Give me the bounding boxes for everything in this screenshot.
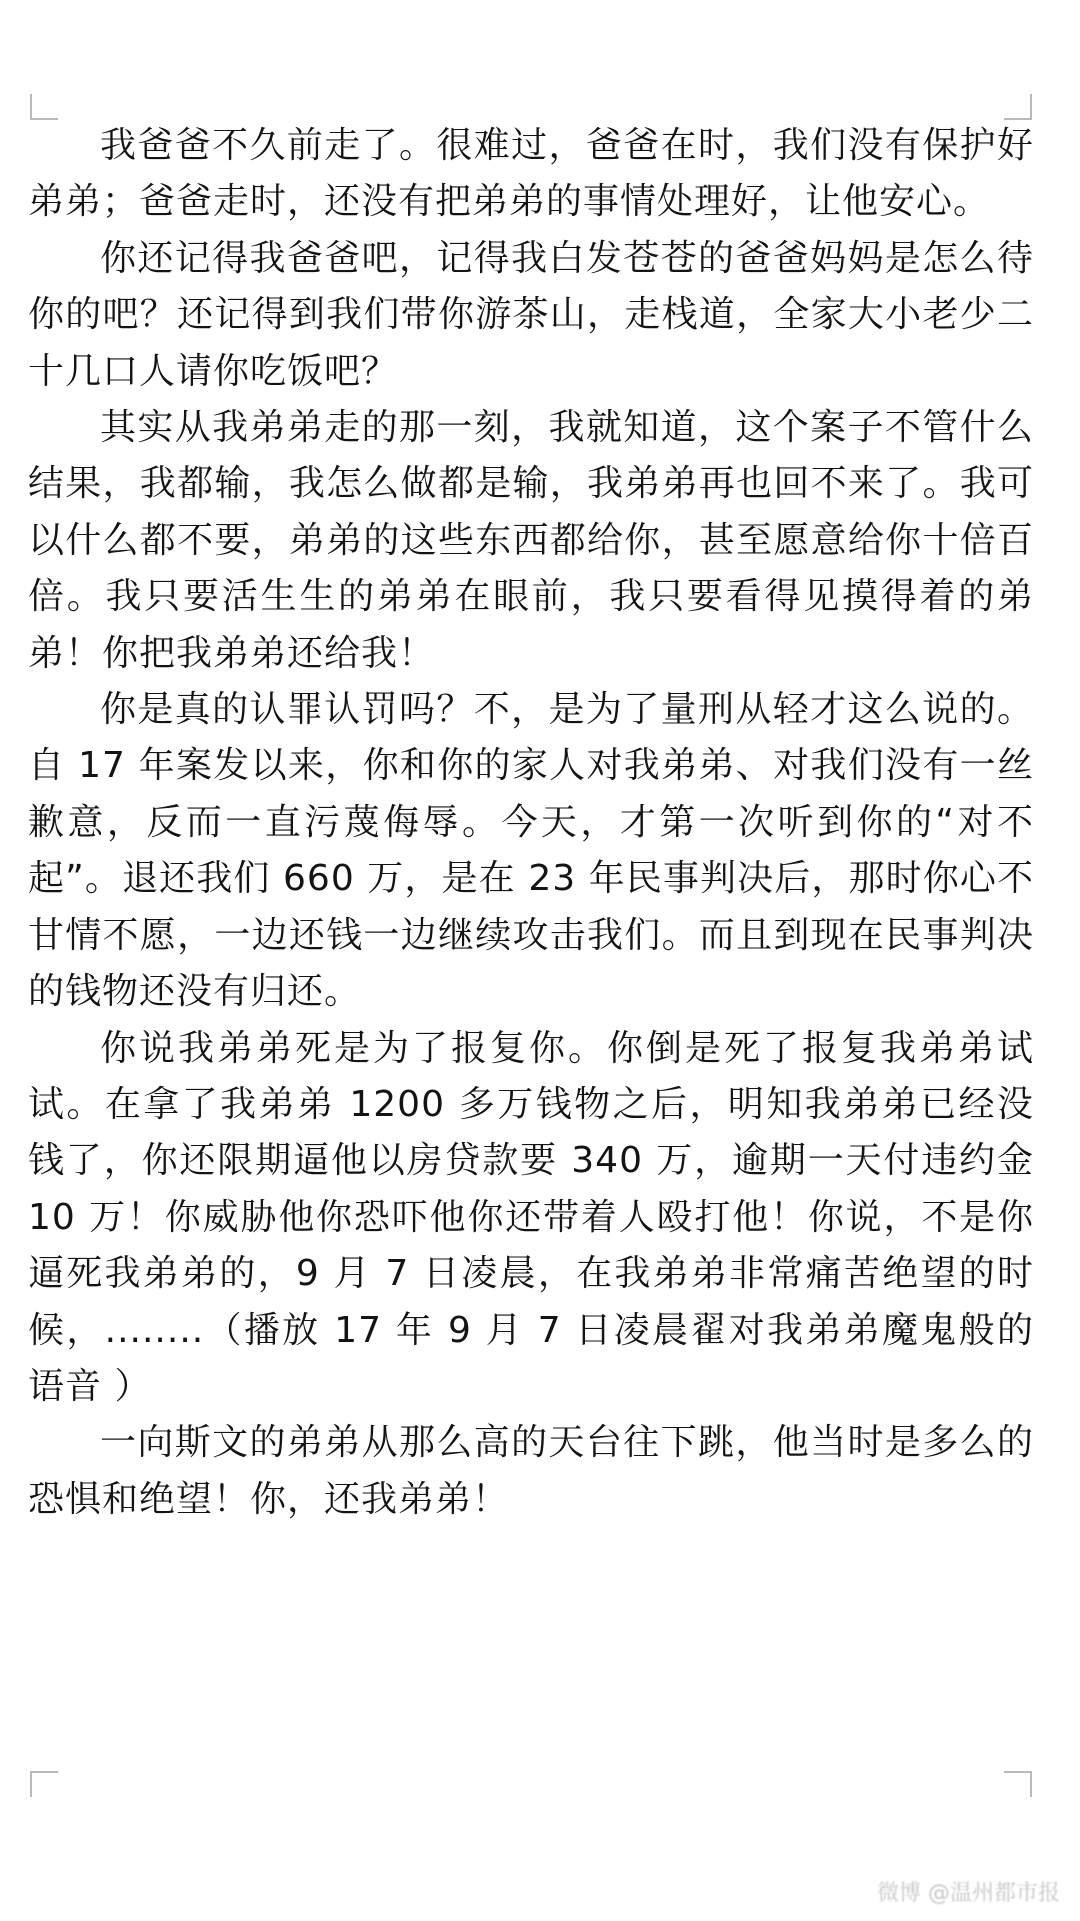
crop-mark-bottom-left [4,1771,32,1797]
paragraph-6: 一向斯文的弟弟从那么高的天台往下跳，他当时是多么的恐惧和绝望！你，还我弟弟！ [28,1422,1034,1520]
watermark: 微博 @温州都市报 [877,1881,1060,1906]
paragraph-1: 我爸爸不久前走了。很难过，爸爸在时，我们没有保护好弟弟；爸爸走时，还没有把弟弟的事情处理好，让他安心。 [28,125,1034,223]
paragraph-4: 你是真的认罪认罚吗？不，是为了量刑从轻才这么说的。自 17 年案发以来，你和你的家人对我弟弟、对我们没有一丝歉意，反而一直污蔑侮辱。今天，才第一次听到你的“对不起”。退还我们 660 万，是在 23 年民事判决后，那时你心不甘情不愿，一边还钱一边继续攻击我们。而且到现在民事判决的钱物还没有归还。 [28,689,1034,1013]
crop-mark-bottom-right [1030,1771,1058,1797]
document-body [28,118,1034,1528]
paragraph-2: 你还记得我爸爸吧，记得我白发苍苍的爸爸妈妈是怎么待你的吧？还记得到我们带你游茶山，走栈道，全家大小老少二十几口人请你吃饭吧？ [28,237,1034,392]
crop-mark-top-right [1030,94,1058,120]
paragraph-3: 其实从我弟弟走的那一刻，我就知道，这个案子不管什么结果，我都输，我怎么做都是输，我弟弟再也回不来了。我可以什么都不要，弟弟的这些东西都给你，甚至愿意给你十倍百倍。我只要活生生的弟弟在眼前，我只要看得见摸得着的弟弟！你把我弟弟还给我！ [28,407,1034,674]
crop-mark-top-left [4,94,32,120]
paragraph-5: 你说我弟弟死是为了报复你。你倒是死了报复我弟弟试试。在拿了我弟弟 1200 多万钱物之后，明知我弟弟已经没钱了，你还限期逼他以房贷款要 340 万，逾期一天付违约金 10 万！你威胁他你恐吓他你还带着人殴打他！你说，不是你逼死我弟弟的，9 月 7 日凌晨，在我弟弟非常痛苦绝望的时候，........（播放 17 年 9 月 7 日凌晨翟对我弟弟魔鬼般的语音 ） [28,1027,1034,1407]
